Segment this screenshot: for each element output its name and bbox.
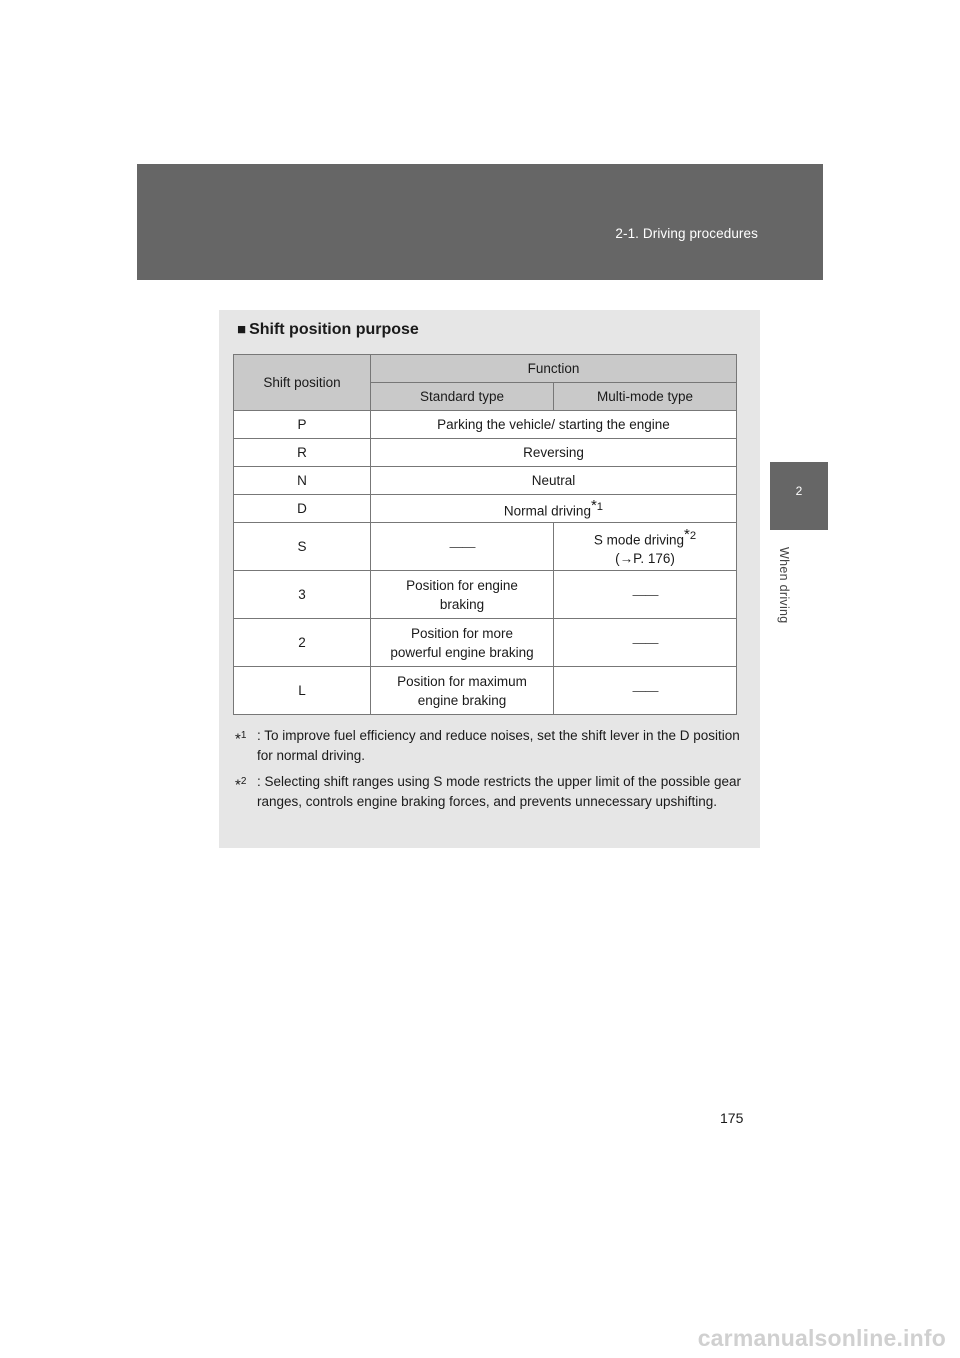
row-function: Parking the vehicle/ starting the engine bbox=[371, 411, 737, 439]
box-title-text: Shift position purpose bbox=[249, 321, 419, 338]
dash-mark: —— bbox=[632, 683, 658, 698]
table-row bbox=[234, 467, 737, 495]
chapter-label-container bbox=[764, 540, 804, 630]
footnote-text: : To improve fuel efficiency and reduce noises, set the shift lever in the D position for normal driving. bbox=[257, 728, 740, 763]
row-standard bbox=[371, 523, 554, 571]
row-standard: Position for maximum engine braking bbox=[371, 667, 554, 715]
row-standard: Position for more powerful engine braking bbox=[371, 619, 554, 667]
row-position: R bbox=[234, 439, 371, 467]
row-position: 3 bbox=[234, 571, 371, 619]
row-multimode-line2: (→P. 176) bbox=[615, 551, 675, 567]
header-band bbox=[137, 164, 823, 280]
table-row bbox=[234, 571, 737, 619]
square-bullet-icon: ■ bbox=[237, 321, 247, 338]
row-multimode bbox=[554, 523, 737, 571]
dash-mark: —— bbox=[632, 635, 658, 650]
chapter-tab bbox=[770, 462, 828, 530]
dash-mark: —— bbox=[449, 539, 475, 554]
row-multimode-line1: S mode driving bbox=[593, 532, 684, 548]
row-multimode bbox=[554, 571, 737, 619]
row-function-text: Normal driving bbox=[503, 503, 591, 519]
table-row bbox=[234, 495, 737, 523]
section-label: 2-1. Driving procedures bbox=[615, 226, 758, 241]
row-position: L bbox=[234, 667, 371, 715]
header-shift-position: Shift position bbox=[234, 355, 371, 411]
row-function bbox=[371, 495, 737, 523]
table-row bbox=[234, 411, 737, 439]
asterisk-icon: * bbox=[235, 776, 241, 794]
footnote-1 bbox=[235, 726, 745, 766]
asterisk-icon: * bbox=[683, 525, 690, 543]
header-function: Function bbox=[371, 355, 737, 383]
footnote-text: : Selecting shift ranges using S mode restricts the upper limit of the possible gear ranges, controls engine braking forces, and prevents unnecessary upshifting. bbox=[257, 774, 741, 809]
footnote-2 bbox=[235, 772, 745, 812]
row-multimode bbox=[554, 619, 737, 667]
footnote-ref: *1 bbox=[590, 497, 604, 515]
row-position: N bbox=[234, 467, 371, 495]
row-position: P bbox=[234, 411, 371, 439]
table-row bbox=[234, 619, 737, 667]
dash-mark: —— bbox=[632, 587, 658, 602]
row-function: Reversing bbox=[371, 439, 737, 467]
page-number: 175 bbox=[720, 1110, 744, 1126]
asterisk-icon: * bbox=[590, 497, 597, 515]
footnote-ref: *2 bbox=[683, 525, 697, 543]
header-standard-type: Standard type bbox=[371, 383, 554, 411]
footnote-mark: *$^1$ bbox=[235, 730, 247, 748]
row-standard: Position for engine braking bbox=[371, 571, 554, 619]
chapter-number: 2 bbox=[795, 484, 803, 498]
info-box bbox=[219, 310, 760, 848]
table-row bbox=[234, 667, 737, 715]
table-row bbox=[234, 523, 737, 571]
row-position: D bbox=[234, 495, 371, 523]
box-title bbox=[237, 321, 419, 339]
row-function: Neutral bbox=[371, 467, 737, 495]
row-position: S bbox=[234, 523, 371, 571]
row-multimode bbox=[554, 667, 737, 715]
footnote-mark: *$^2$ bbox=[235, 776, 247, 794]
header-multimode-type: Multi-mode type bbox=[554, 383, 737, 411]
chapter-label: When driving bbox=[777, 546, 791, 624]
row-position: 2 bbox=[234, 619, 371, 667]
watermark: carmanualsonline.info bbox=[697, 1325, 946, 1351]
asterisk-icon: * bbox=[235, 730, 241, 748]
shift-position-table bbox=[233, 354, 737, 715]
table-row bbox=[234, 439, 737, 467]
